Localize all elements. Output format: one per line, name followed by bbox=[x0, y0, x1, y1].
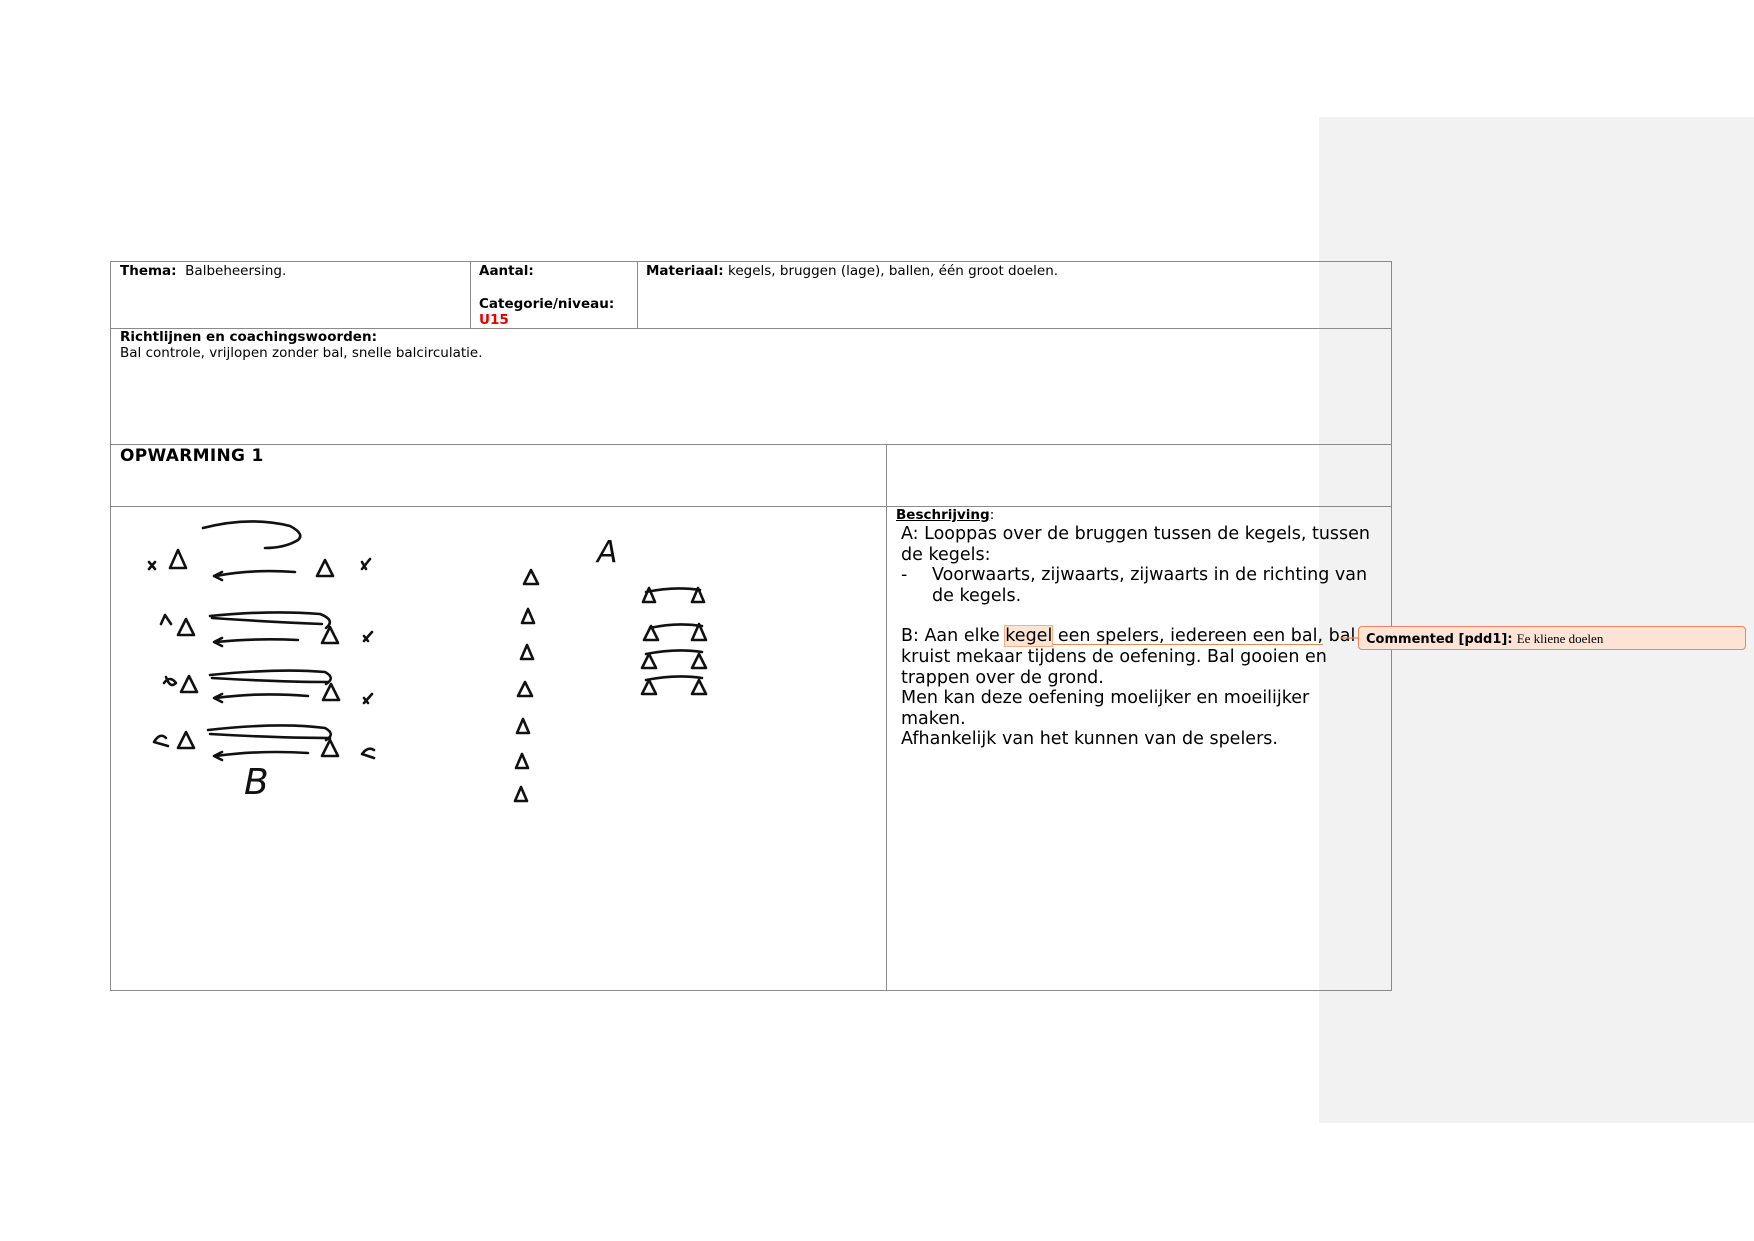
commented-word-highlight[interactable]: kegel bbox=[1005, 626, 1053, 647]
drill-label-b: B bbox=[244, 762, 269, 803]
comment-text: Ee kliene doelen bbox=[1516, 631, 1604, 646]
aantal-cell bbox=[479, 263, 634, 328]
description-bullet bbox=[901, 565, 1376, 606]
drill-b-row-1 bbox=[149, 521, 370, 580]
materiaal-cell bbox=[646, 263, 1386, 279]
exercise-title: OPWARMING 1 bbox=[120, 446, 264, 466]
aantal-label: Aantal: bbox=[479, 263, 534, 279]
thema-value: Balbeheersing. bbox=[185, 263, 287, 279]
description-para-b bbox=[901, 626, 1376, 688]
description-para-a: A: Looppas over de bruggen tussen de kegels, tussen de kegels: bbox=[901, 524, 1371, 565]
categorie-label: Categorie/niveau: bbox=[479, 296, 615, 312]
description-colon: : bbox=[989, 507, 995, 523]
description-label: Beschrijving bbox=[896, 507, 990, 523]
para-b-rest: bal kruist mekaar tijdens de oefening. Bal gooien en trappen over de grond. bbox=[901, 626, 1356, 688]
exercise-drawing bbox=[140, 512, 760, 812]
para-b-underlined: een spelers, iedereen een bal, bbox=[1052, 626, 1324, 647]
description-body bbox=[896, 524, 1376, 750]
drill-a-cone-column bbox=[515, 570, 538, 801]
richtlijnen-text: Bal controle, vrijlopen zonder bal, snelle balcirculatie. bbox=[120, 345, 483, 361]
thema-cell bbox=[120, 263, 465, 279]
richtlijnen-cell bbox=[120, 329, 1380, 361]
drill-b-row-2 bbox=[161, 612, 372, 646]
comment-balloon[interactable] bbox=[1358, 626, 1746, 650]
materiaal-value: kegels, bruggen (lage), ballen, één groot doelen. bbox=[727, 263, 1059, 279]
categorie-value: U15 bbox=[479, 312, 509, 328]
drill-a-bridges bbox=[642, 588, 706, 694]
drill-b-row-3 bbox=[164, 671, 372, 703]
para-b-prefix: B: Aan elke bbox=[901, 626, 1006, 647]
drill-b-row-4 bbox=[154, 725, 374, 760]
description-para-d: Afhankelijk van het kunnen van de spelers. bbox=[901, 729, 1278, 750]
bullet-text: Voorwaarts, zijwaarts, zijwaarts in de richting van de kegels. bbox=[932, 565, 1368, 606]
richtlijnen-label: Richtlijnen en coachingswoorden: bbox=[120, 329, 377, 345]
drill-label-a: A bbox=[597, 535, 618, 570]
description-para-c: Men kan deze oefening moelijker en moeilijker maken. bbox=[901, 688, 1310, 729]
comment-label: Commented [pdd1]: bbox=[1366, 632, 1513, 647]
bullet-dash: - bbox=[901, 565, 908, 586]
thema-label: Thema: bbox=[120, 263, 177, 279]
materiaal-label: Materiaal: bbox=[646, 263, 724, 279]
description-cell bbox=[896, 507, 1376, 750]
